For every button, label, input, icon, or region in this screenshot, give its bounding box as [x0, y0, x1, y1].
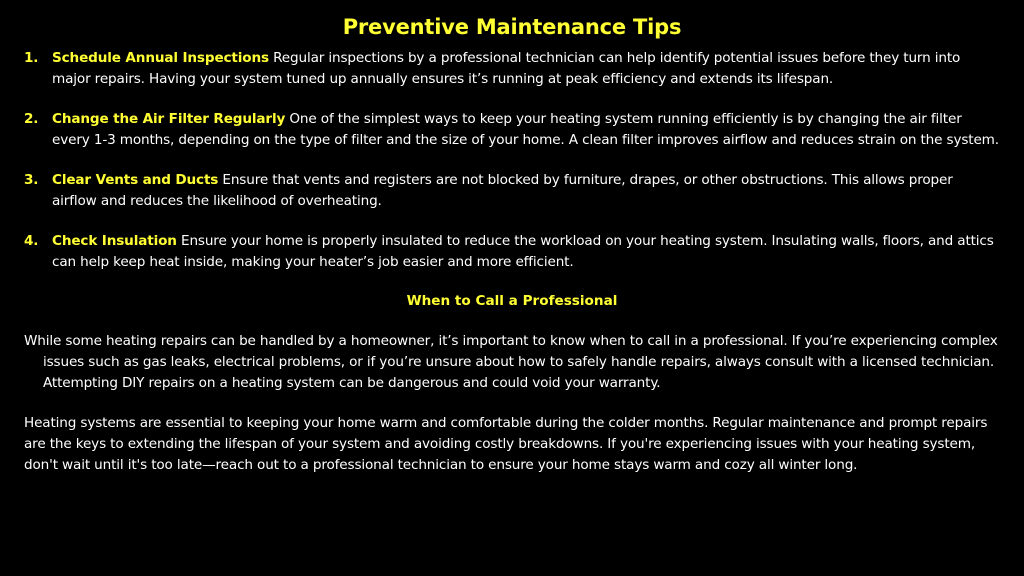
tip-text: Regular inspections by a professional technician can help identify potential issues before they turn into major repairs. Having your system tuned up annually ensures it’s running at peak efficiency and extends its lifespan.	[52, 50, 961, 87]
tip-heading: Check Insulation	[52, 233, 177, 249]
tip-number: 2.	[24, 111, 39, 127]
conclusion-paragraph: Heating systems are essential to keeping your home warm and comfortable during the colder months. Regular maintenance and prompt repairs are the keys to extending the lifespan of your system and avoiding costly breakdowns. If you're experiencing issues with your heating system, don't wait until it's too late—reach out to a professional technician to ensure your home stays warm and cozy all winter long.	[24, 415, 988, 473]
tip-heading: Change the Air Filter Regularly	[52, 111, 286, 127]
tip-number: 4.	[24, 233, 39, 249]
list-item	[24, 48, 1000, 90]
list-item	[24, 109, 1000, 151]
section-heading-professional: When to Call a Professional	[406, 293, 618, 309]
professional-paragraph: While some heating repairs can be handled by a homeowner, it’s important to know when to call in a professional. If you’re experiencing complex issues such as gas leaks, electrical problems, or if you’re unsure about how to safely handle repairs, always consult with a licensed technician. Attempting DIY repairs on a heating system can be dangerous and could void your warranty.	[24, 333, 998, 391]
list-item	[24, 170, 1000, 212]
tip-number: 1.	[24, 50, 39, 66]
tip-number: 3.	[24, 172, 39, 188]
tips-list	[24, 48, 1000, 273]
tip-text: Ensure your home is properly insulated to reduce the workload on your heating system. Insulating walls, floors, and attics can help keep heat inside, making your heater’s job easier and more efficient.	[52, 233, 994, 270]
tip-heading: Schedule Annual Inspections	[52, 50, 269, 66]
tip-text: Ensure that vents and registers are not blocked by furniture, drapes, or other obstructions. This allows proper airflow and reduces the likelihood of overheating.	[52, 172, 953, 209]
tip-heading: Clear Vents and Ducts	[52, 172, 219, 188]
tip-text: One of the simplest ways to keep your heating system running efficiently is by changing the air filter every 1-3 months, depending on the type of filter and the size of your home. A clean filter improves airflow and reduces strain on the system.	[52, 111, 999, 148]
list-item	[24, 231, 1000, 273]
page-title: Preventive Maintenance Tips	[342, 15, 682, 39]
